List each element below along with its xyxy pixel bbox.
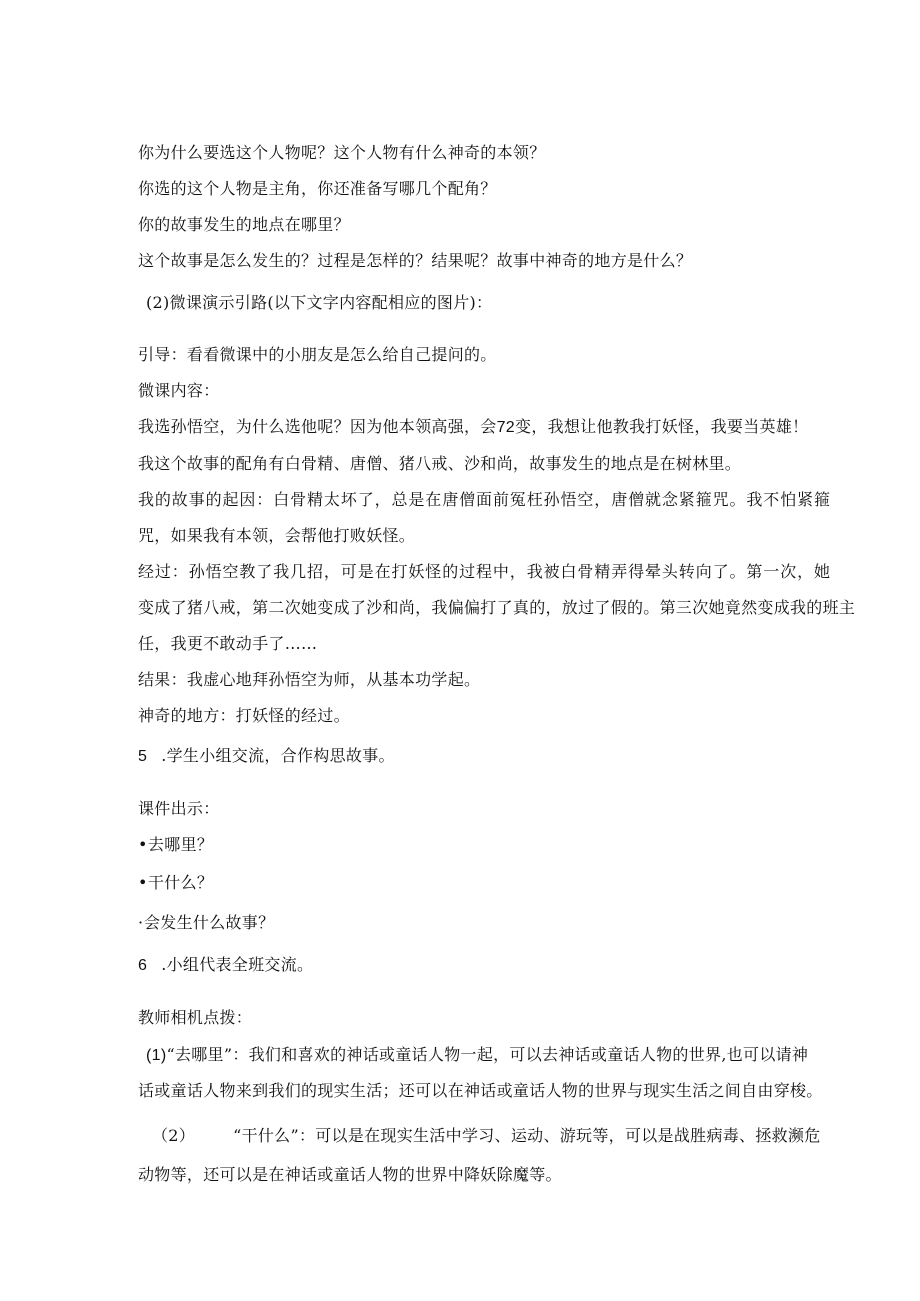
- story-paragraph-3-line-1: 我的故事的起因：白骨精太坏了，总是在唐僧面前冤枉孙悟空，唐僧就念紧箍咒。我不怕紧箍: [138, 490, 831, 509]
- step-text: .小组代表全班交流。: [161, 955, 314, 974]
- point-text: “干什么”：可以是在现实生活中学习、运动、游玩等，可以是战胜病毒、拯救濒危: [233, 1126, 821, 1145]
- point-number: （2）: [152, 1126, 196, 1145]
- story-paragraph-4-line-3: 任，我更不敢动手了……: [138, 634, 318, 653]
- teacher-point-1-line-2: 话或童话人物来到我们的现实生活；还可以在神话或童话人物的世界与现实生活之间自由穿梭。: [138, 1081, 823, 1100]
- point-number: (1): [146, 1047, 167, 1064]
- question-line: 这个故事是怎么发生的？过程是怎样的？结果呢？故事中神奇的地方是什么？: [138, 251, 693, 270]
- micro-lesson-heading: (2)微课演示引路(以下文字内容配相应的图片)：: [146, 293, 493, 312]
- point-text: “去哪里”：我们和喜欢的神话或童话人物一起，可以去神话或童话人物的世界,也可以请神: [166, 1045, 809, 1064]
- result-text: 结果：我虚心地拜孙悟空为师，从基本功学起。: [138, 670, 481, 689]
- step-number: 5: [138, 748, 148, 765]
- question-line: 你为什么要选这个人物呢？这个人物有什么神奇的本领？: [138, 143, 546, 162]
- question-line: 你的故事发生的地点在哪里？: [138, 215, 350, 234]
- story-text: 我选孙悟空，为什么选他呢？因为他本领高强，会: [138, 417, 497, 436]
- teacher-point-2-line-1: [152, 1126, 821, 1146]
- step-number: 6: [138, 957, 148, 974]
- courseware-item-text: 干什么？: [148, 873, 214, 892]
- step-text: .学生小组交流，合作构思故事。: [161, 746, 395, 765]
- bullet: •: [138, 873, 148, 892]
- story-paragraph-4-line-2: 变成了猪八戒，第二次她变成了沙和尚，我偏偏打了真的，放过了假的。第三次她竟然变成我的班主: [138, 598, 856, 617]
- question-line: 你选的这个人物是主角，你还准备写哪几个配角？: [138, 179, 497, 198]
- teacher-label: 教师相机点拨：: [138, 1008, 253, 1027]
- teacher-point-2-line-2: 动物等，还可以是在神话或童话人物的世界中降妖除魔等。: [138, 1165, 562, 1184]
- story-paragraph-4-line-1: 经过：孙悟空教了我几招，可是在打妖怪的过程中，我被白骨精弄得晕头转向了。第一次，她: [138, 562, 831, 581]
- step-6: [138, 955, 313, 976]
- teacher-point-1-line-1: [146, 1045, 808, 1066]
- courseware-item: [138, 835, 213, 855]
- magic-text: 神奇的地方：打妖怪的经过。: [138, 706, 350, 725]
- guide-text: 引导：看看微课中的小朋友是怎么给自己提问的。: [138, 345, 497, 364]
- number-72: 72: [496, 419, 516, 436]
- story-paragraph-1: [138, 417, 808, 438]
- courseware-item: [138, 913, 274, 933]
- courseware-item-text: 去哪里？: [148, 835, 214, 854]
- courseware-item-text: 会发生什么故事？: [144, 913, 275, 932]
- bullet: ·: [138, 913, 144, 932]
- courseware-item: [138, 873, 213, 893]
- bullet: •: [138, 835, 148, 854]
- story-paragraph-2: 我这个故事的配角有白骨精、唐僧、猪八戒、沙和尚，故事发生的地点是在树林里。: [138, 454, 742, 473]
- micro-lesson-content-label: 微课内容：: [138, 381, 220, 400]
- story-paragraph-3-line-2: 咒，如果我有本领，会帮他打败妖怪。: [138, 526, 416, 545]
- courseware-label: 课件出示：: [138, 799, 220, 818]
- story-text: 变，我想让他教我打妖怪，我要当英雄！: [515, 417, 809, 436]
- step-5: [138, 746, 395, 767]
